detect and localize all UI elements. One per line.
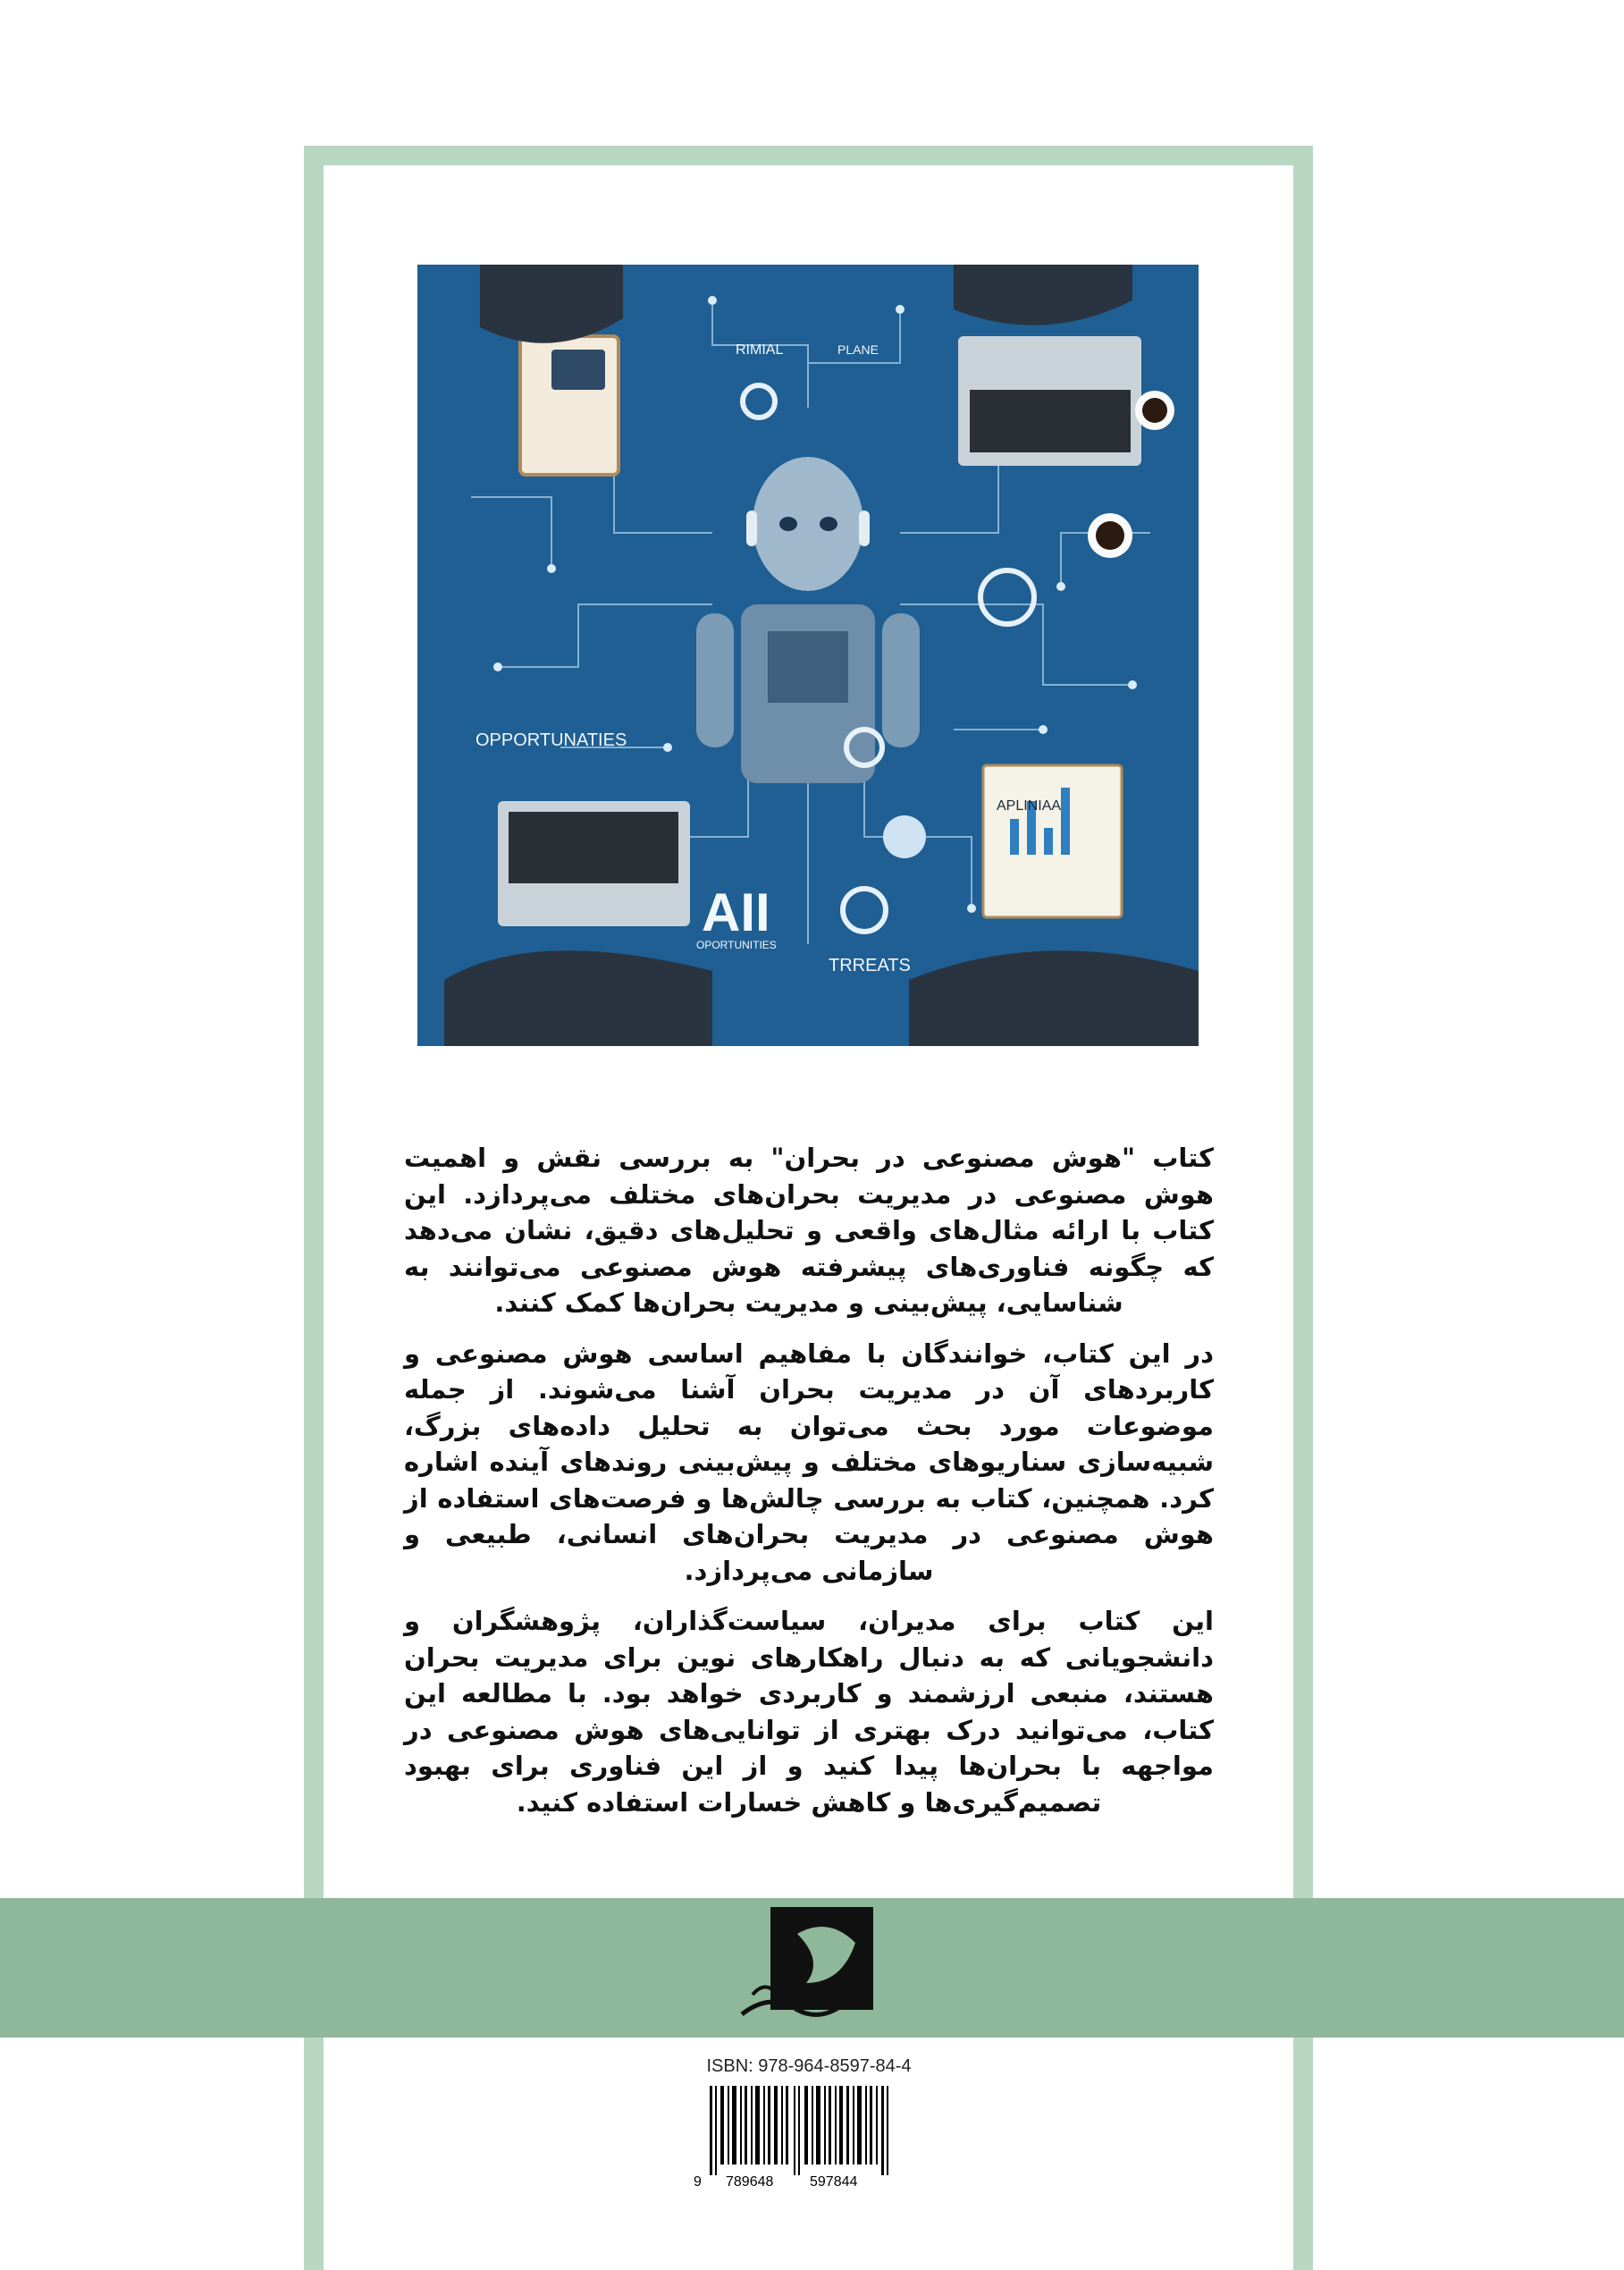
blurb-paragraph-1: کتاب "هوش مصنوعی در بحران" به بررسی نقش و اهمیت هوش مصنوعی در مدیریت بحران‌های مختلف می‌پردازد. این کتاب با ارائه مثال‌های واقعی و تحلیل‌های دقیق، نشان می‌دهد که چگونه فناوری‌های پیشرفته هوش مصنوعی می‌توانند به شناسایی، پیش‌بینی و مدیریت بحران‌ها کمک کنند. bbox=[404, 1143, 1214, 1318]
label-plane: PLANE bbox=[837, 342, 879, 357]
isbn-label: ISBN: 978-964-8597-84-4 bbox=[706, 2056, 912, 2076]
frame-top-border bbox=[304, 146, 1313, 165]
label-trreats: TRREATS bbox=[829, 956, 911, 975]
back-cover-blurb bbox=[404, 1140, 1214, 1835]
cover-illustration bbox=[417, 265, 1199, 1046]
barcode bbox=[692, 2086, 915, 2193]
barcode-digits-mid: 789648 bbox=[726, 2174, 774, 2190]
label-rimial: RIMIAL bbox=[736, 342, 784, 358]
publisher-logo bbox=[735, 1907, 878, 2021]
label-aplinia: APLINIAA bbox=[997, 798, 1062, 814]
barcode-digits-right: 597844 bbox=[810, 2174, 858, 2190]
label-ai: AII bbox=[702, 882, 770, 942]
blurb-paragraph-2: در این کتاب، خوانندگان با مفاهیم اساسی هوش مصنوعی و کاربردهای آن در مدیریت بحران آشنا می‌شوند. از جمله موضوعات مورد بحث می‌توان به تحلیل داده‌های بزرگ، شبیه‌سازی سناریوهای مختلف و پیش‌بینی روندهای آینده اشاره کرد. همچنین، کتاب به بررسی چالش‌ها و فرصت‌های استفاده از هوش مصنوعی در مدیریت بحران‌های انسانی، طبیعی و سازمانی می‌پردازد. bbox=[404, 1338, 1214, 1586]
blurb-paragraph-3: این کتاب برای مدیران، سیاست‌گذاران، پژوهشگران و دانشجویانی که به دنبال راهکارهای نوین برای مدیریت بحران هستند، منبعی ارزشمند و کاربردی خواهد بود. با مطالعه این کتاب، می‌توانید درک بهتری از توانایی‌های هوش مصنوعی در مواجهه با بحران‌ها پیدا کنید و از این فناوری برای بهبود تصمیم‌گیری‌ها و کاهش خسارات استفاده کنید. bbox=[404, 1606, 1214, 1818]
label-oportunities: OPORTUNITIES bbox=[696, 939, 777, 951]
barcode-digit-left: 9 bbox=[694, 2174, 702, 2190]
label-opportunaties: OPPORTUNATIES bbox=[475, 730, 627, 750]
